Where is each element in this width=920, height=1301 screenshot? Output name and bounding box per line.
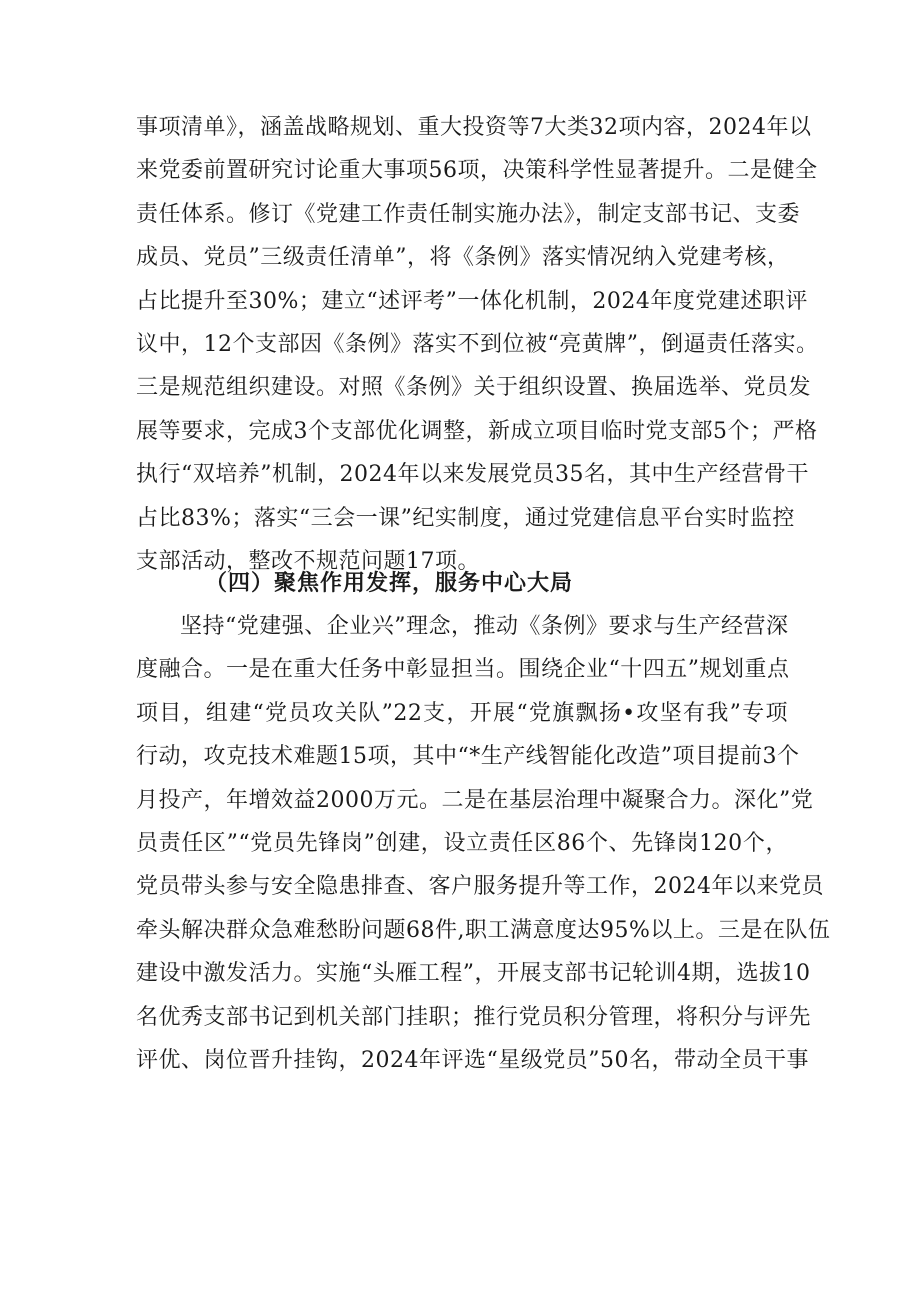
text-line: 月投产，年增效益2000万元。二是在基层治理中凝聚合力。深化”党 (136, 787, 814, 813)
text-line: 占比提升至30%；建立“述评考”一体化机制，2024年度党建述职评 (136, 288, 808, 314)
text-line: 展等要求，完成3个支部优化调整，新成立项目临时党支部5个；严格 (136, 418, 818, 444)
text-line: 占比83%；落实“三会一课”纪实制度，通过党建信息平台实时监控 (136, 505, 795, 531)
text-line: 支部活动，整改不规范问题17项。 (136, 548, 480, 574)
text-line: 坚持“党建强、企业兴”理念，推动《条例》要求与生产经营深 (180, 614, 789, 639)
text-line: 党员带头参与安全隐患排查、客户服务提升等工作，2024年以来党员 (136, 874, 824, 900)
text-line: 名优秀支部书记到机关部门挂职；推行党员积分管理，将积分与评先 (136, 1004, 812, 1030)
text-line: 度融合。一是在重大任务中彰显担当。围绕企业“十四五”规划重点 (136, 657, 790, 683)
text-line: 员责任区”“党员先锋岗”创建，设立责任区86个、先锋岗120个， (136, 830, 788, 856)
text-line: 来党委前置研究讨论重大事项56项，决策科学性显著提升。二是健全 (136, 158, 818, 184)
section-heading: （四）聚焦作用发挥，服务中心大局 (205, 571, 574, 596)
text-line: 议中，12个支部因《条例》落实不到位被“亮黄牌”，倒逼责任落实。 (136, 331, 819, 357)
text-line: 执行“双培养”机制，2024年以来发展党员35名，其中生产经营骨干 (136, 462, 809, 488)
text-line: 牵头解决群众急难愁盼问题68件,职工满意度达95%以上。三是在队伍 (136, 917, 831, 943)
text-line: 建设中激发活力。实施“头雁工程”，开展支部书记轮训4期，选拔10 (136, 961, 811, 987)
text-line: 行动，攻克技术难题15项，其中“*生产线智能化改造”项目提前3个 (136, 744, 800, 770)
body-paragraph-2 (136, 605, 831, 1082)
text-line: 责任体系。修订《党建工作责任制实施办法》，制定支部书记、支委 (136, 201, 801, 227)
text-line: 评优、岗位晋升挂钩，2024年评选“星级党员”50名，带动全员干事 (136, 1047, 809, 1073)
body-paragraph-1 (136, 106, 819, 583)
text-line: 三是规范组织建设。对照《条例》关于组织设置、换届选举、党员发 (136, 375, 812, 401)
text-line: 成员、党员”三级责任清单”，将《条例》落实情况纳入党建考核， (136, 245, 790, 271)
text-line: 事项清单》，涵盖战略规划、重大投资等7大类32项内容，2024年以 (136, 115, 812, 140)
text-line: 项目，组建“党员攻关队”22支，开展“党旗飘扬•攻坚有我”专项 (136, 700, 788, 726)
